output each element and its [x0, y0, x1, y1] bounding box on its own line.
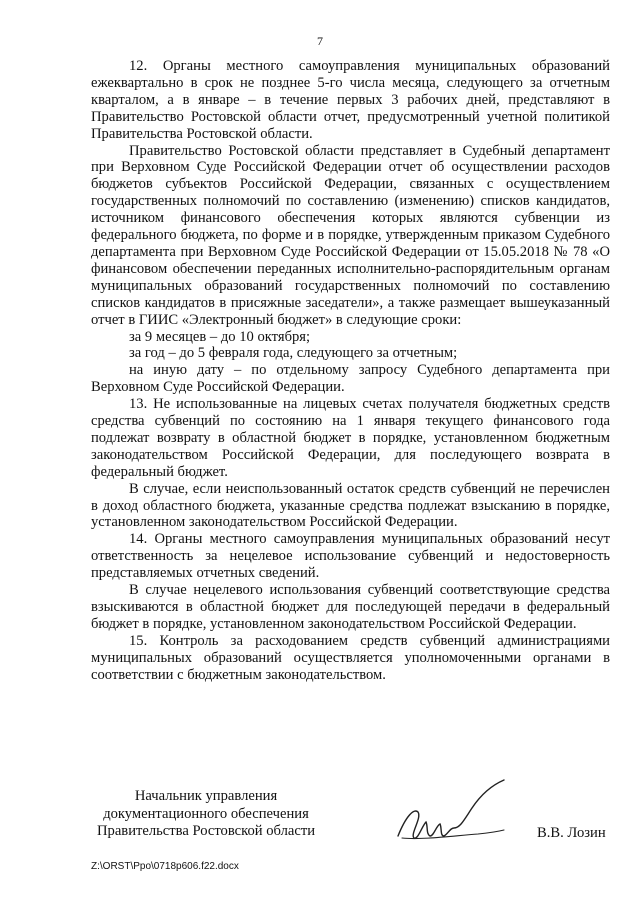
paragraph-14-misuse: В случае нецелевого использования субвенций соответствующие средства взыскиваются в областной бюджет для последующей передачи в федеральный бюджет в порядке, установленном законодательством Российской Федерации.	[91, 582, 610, 632]
deadline-year: за год – до 5 февраля года, следующего за отчетным;	[129, 345, 458, 362]
deadline-9-months: за 9 месяцев – до 10 октября;	[129, 328, 311, 345]
handwritten-signature	[392, 778, 512, 850]
paragraph-13: 13. Не использованные на лицевых счетах получателя бюджетных средств средства субвенций по состоянию на 1 января текущего финансового года подлежат возврату в областной бюджет в порядке, установленном бюджетным законодательством Российской Федерации, для последующего возврата в федеральный бюджет.	[91, 396, 610, 480]
paragraph-15: 15. Контроль за расходованием средств субвенций администрациями муниципальных образований осуществляется уполномоченными органами в соответствии с бюджетным законодательством.	[91, 632, 610, 683]
signer-name: В.В. Лозин	[537, 825, 606, 841]
paragraph-report: Правительство Ростовской области представляет в Судебный департамент при Верховном Суде Российской Федерации отчет об осуществлении расходов бюджетов субъектов Российской Федерации, связанных с осуществлением государственных полномочий по составлению (изменению) списков кандидатов, источником финансового обеспечения которых являются субвенции из федерального бюджета, по форме и в порядке, утвержденным приказом Судебного департамента при Верховном Суде Российской Федерации от 15.05.2018 № 78 «О финансовом обеспечении переданных исполнительно-распорядительным органам муниципальных образований государственных полномочий по составлению списков кандидатов в присяжные заседатели», а также размещает вышеуказанный отчет в ГИИС «Электронный бюджет» в следующие сроки:	[91, 142, 610, 328]
document-body	[91, 58, 610, 684]
deadline-other: на иную дату – по отдельному запросу Судебного департамента при Верховном Суде Российской Федерации.	[91, 362, 610, 396]
page-number: 7	[317, 34, 323, 48]
signatory-title	[91, 788, 321, 841]
signatory-title-line: Правительства Ростовской области	[96, 823, 316, 839]
signatory-title-line: документационного обеспечения	[103, 805, 309, 822]
file-path: Z:\ORST\Ppo\0718p606.f22.docx	[91, 861, 239, 872]
paragraph-13-recovery: В случае, если неиспользованный остаток средств субвенций не перечислен в доход областного бюджета, указанные средства подлежат взысканию в порядке, установленном законодательством Российской Федерации.	[91, 480, 610, 531]
signatory-title-line: Начальник управления	[134, 788, 278, 804]
paragraph-12: 12. Органы местного самоуправления муниципальных образований ежеквартально в срок не позднее 5-го числа месяца, следующего за отчетным кварталом, а в январе – в течение первых 3 рабочих дней, представляют в Правительство Ростовской области отчет, предусмотренный учетной политикой Правительства Ростовской области.	[91, 58, 610, 142]
paragraph-14: 14. Органы местного самоуправления муниципальных образований несут ответственность за нецелевое использование субвенций и недостоверность представляемых отчетных сведений.	[91, 531, 610, 582]
